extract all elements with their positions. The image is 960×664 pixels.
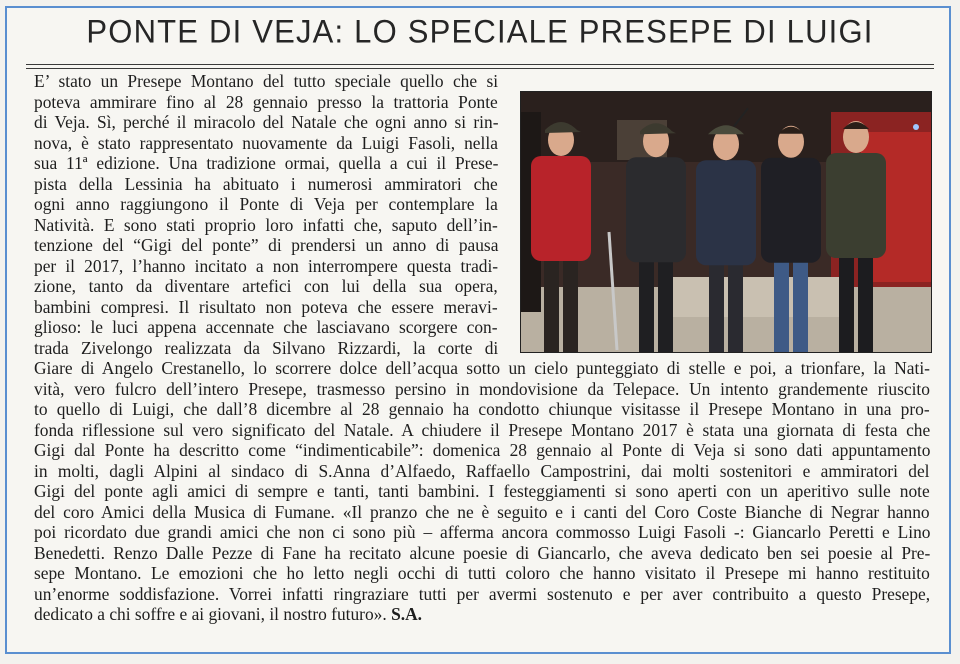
- article-line-text: Gigi del ponte agli amici di sempre e tanti, tanti bambini. I festeggiamenti si sono aperti con un aperitivo sulle note: [34, 481, 930, 501]
- article-line: E’ stato un Presepe Montano del tutto speciale quello che si: [34, 71, 499, 91]
- article-line: di Veja. Sì, perché il miracolo del Natale che ogni anno si rin-: [34, 112, 499, 132]
- headline: PONTE DI VEJA: LO SPECIALE PRESEPE DI LUIGI: [86, 13, 874, 50]
- article-line: glioso: le luci appena accennate che lasciavano scorgere con-: [34, 317, 498, 337]
- article-line-text: dedicato a chi soffre e ai giovani, il nostro futuro».: [34, 604, 387, 624]
- article-line: trada Zivelongo realizzata da Silvano Rizzardi, la corte di: [34, 337, 499, 358]
- article-line: poteva ammirare fino al 28 gennaio presso la trattoria Ponte: [34, 91, 498, 112]
- article-line: [34, 399, 930, 419]
- article-line: tenzione del “Gigi del ponte” di prendersi un anno di pausa: [34, 235, 499, 255]
- headline-rule: [26, 64, 934, 65]
- article-line: ogni anno raggiungono il Ponte di Veja per contemplare la: [34, 194, 498, 214]
- article-line: [34, 358, 930, 378]
- author-signature: S.A.: [386, 604, 422, 624]
- article-line-text: Giare di Angelo Crestanello, lo scorrere dolce dell’acqua sotto un cielo punteggiato di stelle e poi, a trionfare, la Nati-: [34, 358, 930, 378]
- article-line: [34, 420, 930, 440]
- article-line: [34, 584, 930, 604]
- article-line-text: Gigi dal Ponte ha descritto come “indimenticabile”: domenica 28 gennaio al Ponte di Veja si sono dati appuntamento: [34, 440, 931, 460]
- article-line: zione, tanto da diventare artefici con lui della sua opera,: [34, 276, 498, 296]
- article-line-text: sepe Montano. Le emozioni che ho letto negli occhi di tutti coloro che hanno visitato il Presepe mi hanno restituito: [34, 563, 930, 583]
- article-line-text: del coro Amici della Musica di Fumane. «Il pranzo che ne è seguito e i canti del Coro Coste Bianche di Negrar hanno: [34, 501, 930, 522]
- article-line: [34, 481, 930, 501]
- article-line: [34, 604, 422, 624]
- headline-rule-thin: [26, 68, 934, 69]
- article-line-text: un’enorme soddisfazione. Vorrei infatti ringraziare tutti per avermi sostenuto e per aver contribuito a questo Presepe,: [34, 583, 931, 604]
- people-photo: [521, 92, 931, 352]
- article-photo: [520, 91, 932, 353]
- article-line: [34, 563, 930, 583]
- article-line: pista della Lessinia ha abituato i numerosi ammiratori che: [34, 173, 498, 194]
- article-line: [34, 461, 930, 481]
- article-line: per il 2017, l’hanno incitato a non interrompere questa tradi-: [34, 255, 499, 276]
- article-line-text: in molti, dagli Alpini al sindaco di S.Anna d’Alfaedo, Raffaello Campostrini, dai molti sostenitori e ammiratori del: [34, 460, 930, 481]
- article-line: [34, 522, 930, 542]
- article-line-text: Benedetti. Renzo Dalle Pezze di Fane ha recitato alcune poesie di Giancarlo, che aveva dedicato ben sei poesie al Pre-: [34, 542, 931, 563]
- article-line: [34, 502, 930, 522]
- article-line-text: fonda riflessione sul vero significato del Natale. A chiudere il Presepe Montano 2017 è stata una giornata di festa che: [34, 419, 931, 440]
- article-line-text: to quello di Luigi, che dall’8 dicembre al 28 gennaio ha condotto chiunque visitasse il Presepe Montano in una pro-: [34, 399, 930, 419]
- article-line: sua 11ª edizione. Una tradizione ormai, quella a cui il Prese-: [34, 153, 499, 173]
- article-line: [34, 440, 930, 460]
- article-line-text: vità, vero fulcro dell’intero Presepe, trasmesso persino in mondovisione da Telepace. Un intento grandemente riuscito: [34, 378, 930, 399]
- article-line: Natività. E sono stati proprio loro infatti che, saputo dell’in-: [34, 214, 498, 235]
- article-line: [34, 543, 930, 563]
- article-line: nova, è stato rappresentato nuovamente da Luigi Fasoli, nella: [34, 132, 498, 153]
- article-line: bambini compresi. Il risultato non poteva che essere meravi-: [34, 296, 498, 317]
- article-line: [34, 379, 930, 399]
- article-line-text: poi ricordato due grandi amici che non ci sono più – afferma ancora commosso Luigi Fasoli -: Giancarlo Peretti e Lino: [34, 522, 931, 542]
